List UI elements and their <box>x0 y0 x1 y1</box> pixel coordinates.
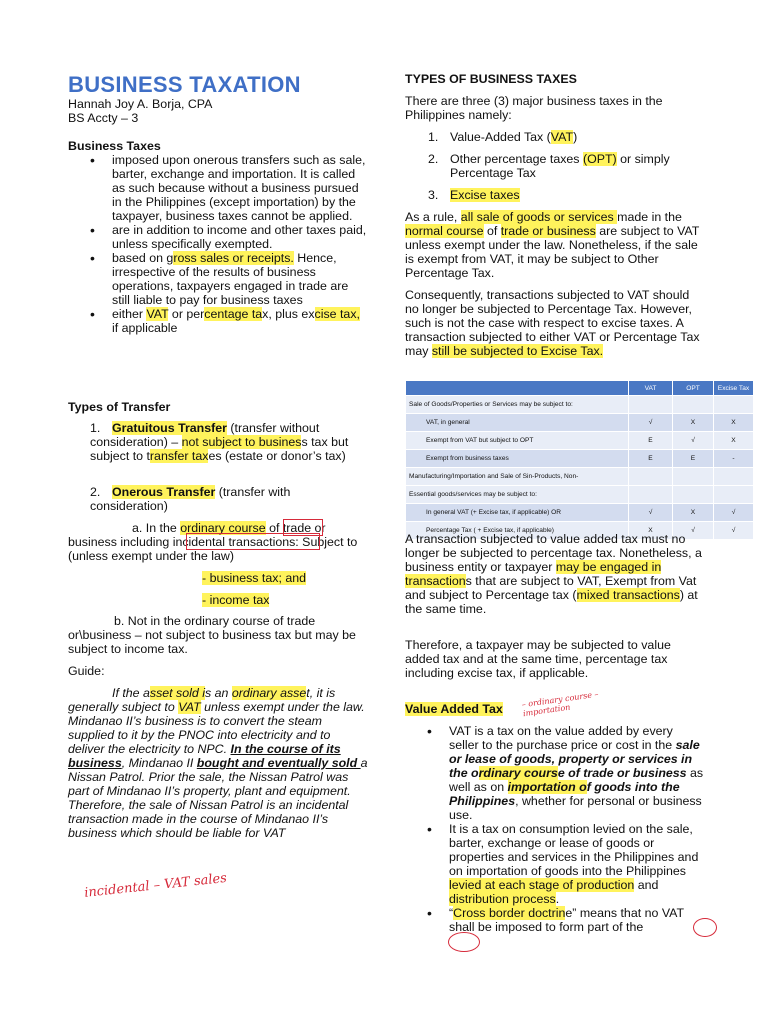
highlight: all sale of goods or services <box>460 210 618 224</box>
table-cell: E <box>629 432 673 450</box>
table-cell: √ <box>673 432 714 450</box>
list-item <box>428 188 520 202</box>
list-item <box>428 152 726 180</box>
list-item <box>68 307 368 335</box>
guide-label: Guide: <box>68 664 105 678</box>
table-cell: √ <box>629 504 673 522</box>
highlight: VAT <box>550 130 574 144</box>
paragraph-text: of <box>483 224 501 238</box>
annotation-box <box>186 533 320 550</box>
highlight: ross sales or receipts. <box>173 251 294 265</box>
bullet-text: and <box>634 878 659 892</box>
item-number: 2. <box>90 485 101 499</box>
bold-phrase: sale or lease of goods, property or services in the o <box>449 738 700 780</box>
vat-list <box>405 724 705 934</box>
highlight: Value Added Tax <box>405 702 503 716</box>
bullet-text: “ <box>449 906 454 920</box>
bullet-text: e” means that no VAT shall be imposed to form part of the <box>449 906 684 934</box>
highlight: (OPT) <box>582 152 617 166</box>
table-header-row <box>406 381 754 396</box>
item-number: 2. <box>428 152 439 166</box>
highlight: centage ta <box>204 307 263 321</box>
highlight: - business tax; and <box>202 571 307 585</box>
table-row <box>406 468 754 486</box>
item-text: or simply Percentage Tax <box>450 152 670 180</box>
highlight: normal course <box>405 224 484 238</box>
author-name: Hannah Joy A. Borja, CPA <box>68 97 213 111</box>
bullet-text: , whether for personal or business use. <box>449 794 702 822</box>
item-text: ) <box>573 130 578 144</box>
bullet-text: x, plus ex <box>262 307 315 321</box>
bullet-text: or per <box>168 307 205 321</box>
item-number: 1. <box>90 421 101 435</box>
paragraph-text: unless exempt under the law. Mindanao II’s business is to convert the steam supplied to it by the PNOC into electricity and to deliver the electricity to NPC. <box>68 700 365 756</box>
guide-paragraph <box>68 686 368 840</box>
table-cell: In general VAT (+ Excise tax, if applicable) OR <box>406 504 629 522</box>
paragraph-text: Consequently, transactions subjected to VAT should no longer be subjected to Percentage Tax. However, such is not the case with respect to excise taxes. A transaction subjected to either VAT or Percentage Tax may <box>405 288 700 358</box>
table-header <box>406 381 629 396</box>
bullet-text: either <box>112 307 147 321</box>
annotation-circle <box>448 932 480 952</box>
paragraph-text: t, it is generally subject to <box>68 686 336 714</box>
table-cell <box>714 468 754 486</box>
document-title: BUSINESS TAXATION <box>68 72 301 97</box>
highlight: sset sold i <box>149 686 205 700</box>
table-cell: √ <box>673 522 714 540</box>
list-item <box>405 822 705 906</box>
bullet-text: Hence, irrespective of the results of business operations, taxpayers engaged in trade are still liable to pay for business taxes <box>112 251 349 307</box>
table-cell <box>629 396 673 414</box>
rule-paragraph <box>405 210 705 280</box>
paragraph-text: a Nissan Patrol. Prior the sale, the Nissan Patrol was part of Mindanao II’s property, plant and equipment. Therefore, the sale of Nissan Patrol is an incidental transaction made in the course of Mindanao II’s business which should be liable for VAT <box>68 756 368 840</box>
bullet-text: imposed upon onerous transfers such as sale, barter, exchange and importation. It is called as such because without a business pursued in the Philippines (except importation) by the taxpayer, business taxes cannot be applied. <box>112 153 366 223</box>
bullet-text: are in addition to income and other taxes paid, unless specifically exempted. <box>112 223 367 251</box>
highlight: cise tax, <box>314 307 360 321</box>
list-item <box>68 251 368 307</box>
tax-table <box>405 380 754 540</box>
table-cell: √ <box>714 522 754 540</box>
list-item <box>405 906 705 934</box>
highlight: distribution process <box>449 892 556 906</box>
table-cell: Exempt from business taxes <box>406 450 629 468</box>
handwritten-note: incidental – VAT sales <box>83 870 228 901</box>
highlight: Cross border doctrin <box>453 906 566 920</box>
item-text: Value-Added Tax ( <box>450 130 551 144</box>
bullet-text: VAT is a tax on the value added by every seller to the purchase price or cost in the <box>449 724 676 752</box>
annotation-circle <box>693 918 717 937</box>
paragraph-text: are subject to VAT unless exempt under the law. Nonetheless, if the sale is exempt from VAT, it may be subject to Other Percentage Tax. <box>405 224 700 280</box>
paragraph-text: A transaction subjected to value added tax must no longer be subjected to percentage tax. Nonetheless, a business entity or taxpayer <box>405 532 702 574</box>
highlight: may be engaged in transaction <box>405 560 662 588</box>
table-cell: Essential goods/services may be subject to: <box>406 486 629 504</box>
item-text: (transfer without consideration) – <box>90 421 320 449</box>
list-item <box>68 153 368 223</box>
bold-phrase: e of trade or business <box>557 766 687 780</box>
table-cell: E <box>629 450 673 468</box>
table-cell <box>673 486 714 504</box>
table-cell <box>629 468 673 486</box>
highlight: trade or business <box>500 224 596 238</box>
table-cell: Manufacturing/Importation and Sale of Sin-Products, Non- <box>406 468 629 486</box>
business-taxes-heading: Business Taxes <box>68 139 161 153</box>
table-cell: VAT, in general <box>406 414 629 432</box>
business-tax-item <box>202 571 306 585</box>
bold-phrase: f goods into the Philippines <box>449 780 680 808</box>
list-item <box>428 130 577 144</box>
highlight: ransfer tax <box>149 449 209 463</box>
paragraph-text: , Mindanao II <box>121 756 197 770</box>
paragraph-text: of trade or business including incidental transactions: Subject to (unless exempt under the law) <box>68 521 358 563</box>
table-cell: X <box>714 432 754 450</box>
gratuitous-transfer-item <box>90 421 366 463</box>
mixed-transactions-paragraph <box>405 532 705 616</box>
highlight: importation o <box>507 780 587 794</box>
table-row <box>406 432 754 450</box>
table-cell: X <box>714 414 754 432</box>
table-cell: Exempt from VAT but subject to OPT <box>406 432 629 450</box>
table-header: Excise Tax <box>714 381 754 396</box>
table-row <box>406 450 754 468</box>
highlight: levied at each stage of production <box>449 878 635 892</box>
paragraph-text: As a rule, <box>405 210 461 224</box>
table-cell: Percentage Tax ( + Excise tax, if applicable) <box>406 522 629 540</box>
consequently-paragraph <box>405 288 705 358</box>
bullet-text: as well as on <box>449 766 704 794</box>
gratuitous-transfer-label: Gratuitous Transfer <box>112 421 227 435</box>
item-text: s tax but subject to t <box>90 435 349 463</box>
list-item <box>405 724 705 822</box>
highlight: mixed transactions <box>576 588 680 602</box>
paragraph-text: s an <box>204 686 232 700</box>
bullet-text: if applicable <box>112 321 178 335</box>
table-row <box>406 504 754 522</box>
bullet-text: . <box>555 892 560 906</box>
table-row <box>406 486 754 504</box>
table-cell <box>673 396 714 414</box>
bullet-text: based on g <box>112 251 174 265</box>
types-of-transfer-heading: Types of Transfer <box>68 400 171 414</box>
not-ordinary-course-paragraph: b. Not in the ordinary course of trade or\business – not subject to business tax but may be subject to income tax. <box>68 614 356 656</box>
table-cell: E <box>673 450 714 468</box>
list-item <box>68 223 368 251</box>
value-added-tax-heading <box>405 702 503 716</box>
highlight: VAT <box>178 700 201 714</box>
intro-paragraph: There are three (3) major business taxes in the Philippines namely: <box>405 94 663 122</box>
table-cell: X <box>673 504 714 522</box>
table-cell: √ <box>629 414 673 432</box>
highlight: ordinary asse <box>231 686 307 700</box>
paragraph-text: made in the <box>617 210 682 224</box>
onerous-transfer-label: Onerous Transfer <box>112 485 216 499</box>
highlight: - income tax <box>202 593 270 607</box>
highlight: Excise taxes <box>450 188 520 202</box>
table-cell <box>673 468 714 486</box>
highlight: VAT <box>146 307 169 321</box>
income-tax-item <box>202 593 269 607</box>
table-cell <box>714 396 754 414</box>
highlight: rdinary cours <box>478 766 558 780</box>
bullet-text: It is a tax on consumption levied on the sale, barter, exchange or lease of goods or properties and services in the Philippines and on importation of goods into the Philippines <box>449 822 699 878</box>
paragraph-text: a. In the <box>132 521 181 535</box>
course-label: BS Accty – 3 <box>68 111 139 125</box>
table-header: OPT <box>673 381 714 396</box>
handwritten-note: – ordinary course – importation <box>521 689 600 719</box>
table-header: VAT <box>629 381 673 396</box>
paragraph-text: ) at the same time. <box>405 588 698 616</box>
bold-phrase: bought and eventually sold <box>196 756 361 770</box>
item-text: Other percentage taxes <box>450 152 583 166</box>
item-number: 3. <box>428 188 439 202</box>
table-cell: Sale of Goods/Properties or Services may be subject to: <box>406 396 629 414</box>
highlight: not subject to busines <box>181 435 302 449</box>
highlight: still be subjected to Excise Tax. <box>431 344 604 358</box>
table-cell: √ <box>714 504 754 522</box>
table-row <box>406 396 754 414</box>
table-cell <box>714 486 754 504</box>
therefore-paragraph: Therefore, a taxpayer may be subjected to value added tax and at the same time, percentage tax including excise tax, if applicable. <box>405 638 671 680</box>
types-of-business-taxes-heading: TYPES OF BUSINESS TAXES <box>405 72 577 86</box>
bold-phrase: In the course of its business <box>68 742 341 770</box>
onerous-transfer-item <box>90 485 366 513</box>
item-number: 1. <box>428 130 439 144</box>
item-text: (transfer with consideration) <box>90 485 291 513</box>
paragraph-text: If the a <box>112 686 150 700</box>
table-cell: X <box>629 522 673 540</box>
table-cell: - <box>714 450 754 468</box>
item-text: es (estate or donor’s tax) <box>208 449 346 463</box>
business-taxes-list <box>68 153 368 335</box>
table-cell <box>629 486 673 504</box>
paragraph-text: s that are subject to VAT, Exempt from Vat and subject to Percentage tax ( <box>405 574 697 602</box>
table-cell: X <box>673 414 714 432</box>
table-row <box>406 414 754 432</box>
highlight: ordinary course <box>180 521 266 535</box>
